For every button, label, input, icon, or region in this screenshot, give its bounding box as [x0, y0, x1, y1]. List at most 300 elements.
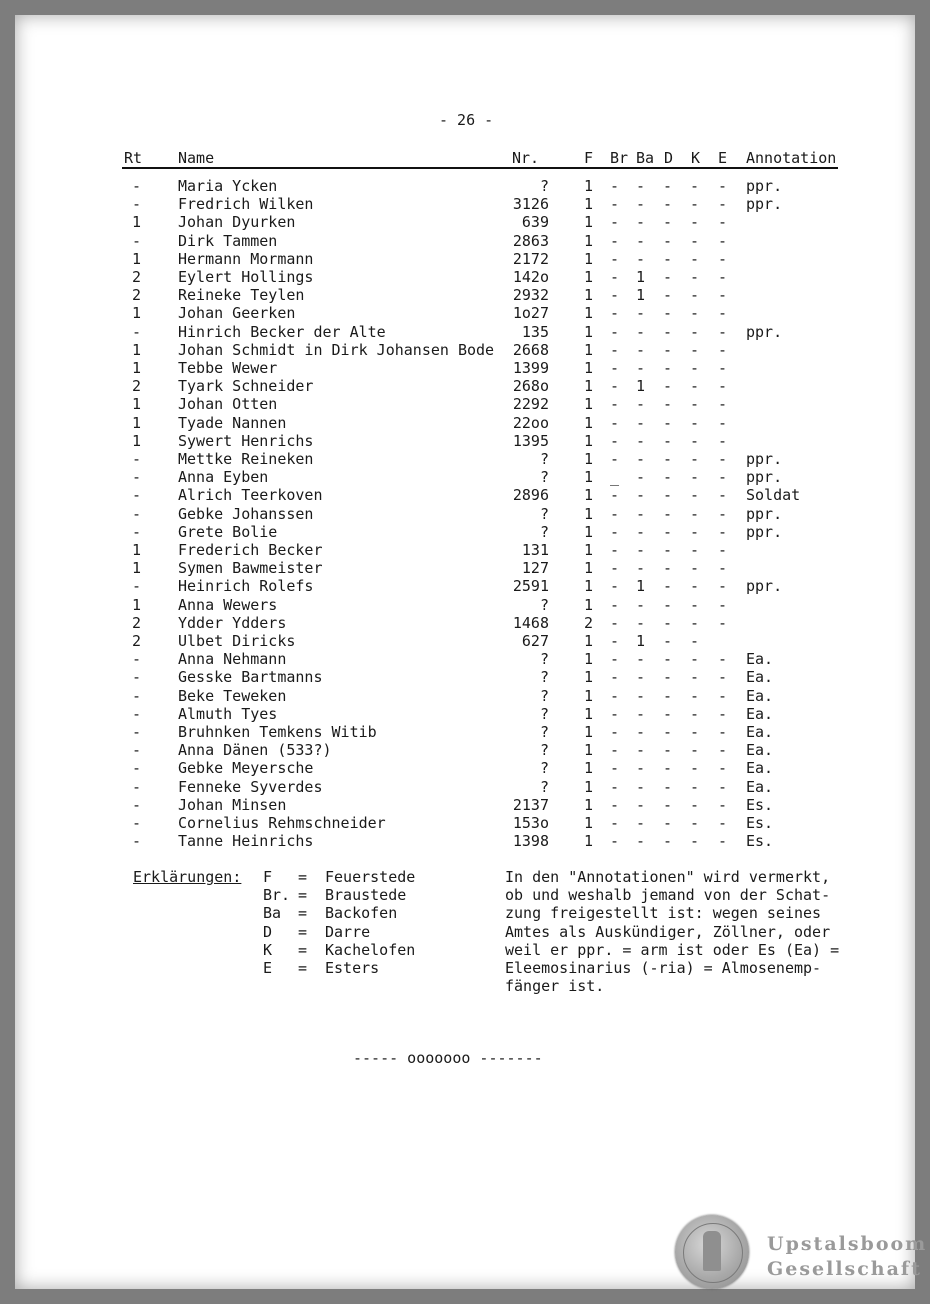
- cell-ann: ppr.: [746, 322, 783, 341]
- cell-nr: 131: [521, 541, 549, 559]
- cell-nr: ?: [539, 686, 549, 705]
- cell-ann: Ea.: [746, 759, 774, 778]
- cell-br: -: [610, 486, 620, 505]
- document-page: [15, 15, 928, 1289]
- cell-ba: -: [636, 541, 646, 559]
- cell-d: -: [663, 286, 673, 305]
- cell-name: Heinrich Rolefs: [178, 577, 314, 596]
- cell-e: -: [718, 268, 728, 286]
- cell-k: -: [690, 686, 700, 705]
- cell-d: -: [663, 177, 673, 195]
- cell-f: 1: [584, 741, 594, 760]
- cell-nr: 2896: [512, 486, 549, 505]
- legend-equals: =: [298, 886, 308, 905]
- table-row: [15, 796, 915, 814]
- cell-d: -: [663, 213, 673, 232]
- cell-rt: -: [132, 759, 142, 778]
- legend-code: E: [263, 959, 273, 977]
- cell-br: -: [610, 559, 620, 578]
- cell-br: -: [610, 268, 620, 286]
- cell-k: -: [690, 340, 700, 359]
- cell-nr: ?: [539, 504, 549, 523]
- end-mark: ----- ooooooo -------: [353, 1049, 543, 1067]
- cell-e: -: [718, 814, 728, 832]
- cell-name: Hermann Mormann: [178, 249, 314, 268]
- cell-br: -: [610, 686, 620, 705]
- cell-k: -: [690, 613, 700, 632]
- cell-f: 1: [584, 304, 594, 323]
- cell-ba: -: [636, 559, 646, 578]
- watermark-line-1: Upstalsboom: [767, 1233, 928, 1255]
- cell-k: -: [690, 759, 700, 778]
- table-row: [15, 778, 915, 796]
- table-row: [15, 395, 915, 413]
- cell-rt: -: [132, 486, 142, 505]
- cell-name: Anna Eyben: [178, 468, 269, 487]
- cell-e: -: [718, 177, 728, 195]
- cell-e: -: [718, 504, 728, 523]
- table-row: [15, 432, 915, 450]
- table-row: [15, 705, 915, 723]
- cell-ba: -: [636, 431, 646, 450]
- cell-f: 1: [584, 359, 594, 377]
- seal-figure: [703, 1231, 721, 1271]
- header-f: F: [584, 149, 594, 167]
- table-row: [15, 759, 915, 777]
- header-d: D: [664, 149, 674, 167]
- cell-br: -: [610, 413, 620, 432]
- cell-k: -: [690, 777, 700, 796]
- legend-text: Esters: [325, 959, 380, 977]
- cell-rt: 1: [132, 304, 142, 323]
- cell-name: Anna Nehmann: [178, 650, 287, 669]
- table-row: [15, 650, 915, 668]
- cell-k: -: [690, 795, 700, 814]
- cell-br: _: [610, 468, 620, 487]
- cell-rt: 1: [132, 340, 142, 359]
- table-row: [15, 359, 915, 377]
- cell-ba: -: [636, 395, 646, 414]
- cell-nr: ?: [539, 777, 549, 796]
- cell-k: -: [690, 359, 700, 377]
- cell-e: -: [718, 450, 728, 468]
- cell-ba: -: [636, 832, 646, 851]
- cell-e: -: [718, 577, 728, 596]
- cell-f: 1: [584, 577, 594, 596]
- cell-br: -: [610, 286, 620, 305]
- cell-k: -: [690, 450, 700, 468]
- cell-f: 1: [584, 231, 594, 250]
- legend-code: K: [263, 940, 273, 959]
- cell-nr: 1399: [512, 359, 549, 377]
- cell-name: Cornelius Rehmschneider: [178, 814, 386, 832]
- cell-name: Mettke Reineken: [178, 450, 314, 468]
- cell-ann: ppr.: [746, 522, 783, 541]
- page-number: - 26 -: [439, 111, 494, 129]
- cell-br: -: [610, 723, 620, 741]
- cell-d: -: [663, 322, 673, 341]
- table-row: [15, 577, 915, 595]
- cell-rt: -: [132, 195, 142, 214]
- cell-f: 1: [584, 340, 594, 359]
- legend-text: Backofen: [325, 904, 398, 923]
- cell-d: -: [663, 559, 673, 578]
- cell-f: 1: [584, 522, 594, 541]
- cell-ba: 1: [636, 286, 646, 305]
- legend-equals: =: [298, 959, 308, 977]
- cell-f: 1: [584, 704, 594, 723]
- cell-f: 1: [584, 377, 594, 396]
- legend-code: F: [263, 868, 273, 886]
- cell-e: -: [718, 723, 728, 741]
- cell-name: Eylert Hollings: [178, 268, 314, 286]
- cell-k: -: [690, 486, 700, 505]
- cell-nr: ?: [539, 450, 549, 468]
- cell-k: -: [690, 304, 700, 323]
- cell-k: -: [690, 814, 700, 832]
- cell-name: Gebke Meyersche: [178, 759, 314, 778]
- cell-e: -: [718, 595, 728, 614]
- cell-d: -: [663, 450, 673, 468]
- cell-br: -: [610, 832, 620, 851]
- cell-rt: 1: [132, 595, 142, 614]
- cell-rt: 2: [132, 613, 142, 632]
- legend-equals: =: [298, 868, 308, 886]
- cell-nr: ?: [539, 650, 549, 669]
- legend-equals: =: [298, 904, 308, 923]
- cell-e: -: [718, 741, 728, 760]
- cell-nr: 268o: [512, 377, 549, 396]
- cell-nr: 142o: [512, 268, 549, 286]
- cell-ba: -: [636, 468, 646, 487]
- table-row: [15, 304, 915, 322]
- cell-k: -: [690, 832, 700, 851]
- cell-d: -: [663, 377, 673, 396]
- cell-nr: 1468: [512, 613, 549, 632]
- cell-ann: ppr.: [746, 450, 783, 468]
- table-row: [15, 177, 915, 195]
- cell-d: -: [663, 413, 673, 432]
- cell-e: -: [718, 231, 728, 250]
- cell-br: -: [610, 595, 620, 614]
- legend-text: Kachelofen: [325, 940, 416, 959]
- table-row: [15, 414, 915, 432]
- cell-f: 1: [584, 268, 594, 286]
- cell-rt: -: [132, 231, 142, 250]
- table-row: [15, 268, 915, 286]
- cell-nr: ?: [539, 522, 549, 541]
- cell-d: -: [663, 504, 673, 523]
- table-row: [15, 341, 915, 359]
- cell-e: -: [718, 413, 728, 432]
- cell-rt: -: [132, 450, 142, 468]
- cell-rt: 1: [132, 559, 142, 578]
- cell-br: -: [610, 795, 620, 814]
- cell-f: 1: [584, 431, 594, 450]
- header-br: Br: [610, 149, 629, 167]
- cell-br: -: [610, 814, 620, 832]
- cell-br: -: [610, 613, 620, 632]
- table-row: [15, 687, 915, 705]
- cell-d: -: [663, 759, 673, 778]
- cell-nr: 2668: [512, 340, 549, 359]
- table-row: [15, 286, 915, 304]
- cell-ba: -: [636, 504, 646, 523]
- cell-nr: 1395: [512, 431, 549, 450]
- legend-code: Br.: [263, 886, 291, 905]
- cell-br: -: [610, 650, 620, 669]
- cell-ba: -: [636, 177, 646, 195]
- cell-d: -: [663, 195, 673, 214]
- cell-k: -: [690, 395, 700, 414]
- cell-e: -: [718, 686, 728, 705]
- cell-f: 2: [584, 613, 594, 632]
- cell-ann: Es.: [746, 814, 774, 832]
- cell-k: -: [690, 632, 700, 650]
- cell-k: -: [690, 668, 700, 687]
- cell-ba: -: [636, 304, 646, 323]
- cell-e: -: [718, 832, 728, 851]
- cell-nr: ?: [539, 759, 549, 778]
- cell-d: -: [663, 668, 673, 687]
- cell-ann: ppr.: [746, 195, 783, 214]
- cell-nr: 135: [521, 322, 549, 341]
- cell-rt: -: [132, 741, 142, 760]
- cell-br: -: [610, 504, 620, 523]
- cell-ba: -: [636, 795, 646, 814]
- cell-name: Alrich Teerkoven: [178, 486, 323, 505]
- cell-br: -: [610, 741, 620, 760]
- cell-ba: -: [636, 450, 646, 468]
- header-name: Name: [178, 149, 215, 167]
- cell-name: Maria Ycken: [178, 177, 278, 195]
- cell-ba: -: [636, 249, 646, 268]
- legend-code: Ba: [263, 904, 282, 923]
- legend-text: Darre: [325, 922, 371, 941]
- cell-e: -: [718, 359, 728, 377]
- cell-br: -: [610, 759, 620, 778]
- cell-k: -: [690, 431, 700, 450]
- cell-br: -: [610, 704, 620, 723]
- cell-rt: -: [132, 522, 142, 541]
- legend-equals: =: [298, 940, 308, 959]
- cell-br: -: [610, 450, 620, 468]
- cell-ba: -: [636, 231, 646, 250]
- cell-nr: 153o: [512, 814, 549, 832]
- header-e: E: [718, 149, 728, 167]
- cell-f: 1: [584, 759, 594, 778]
- cell-rt: 2: [132, 286, 142, 305]
- cell-nr: 2863: [512, 231, 549, 250]
- cell-ann: Ea.: [746, 723, 774, 741]
- cell-d: -: [663, 395, 673, 414]
- cell-k: -: [690, 723, 700, 741]
- cell-e: -: [718, 395, 728, 414]
- cell-e: -: [718, 377, 728, 396]
- cell-d: -: [663, 340, 673, 359]
- table-row: [15, 596, 915, 614]
- table-row: [15, 323, 915, 341]
- cell-rt: -: [132, 795, 142, 814]
- cell-rt: 2: [132, 632, 142, 650]
- cell-rt: -: [132, 686, 142, 705]
- cell-k: -: [690, 177, 700, 195]
- cell-nr: 22oo: [512, 413, 549, 432]
- cell-rt: 1: [132, 213, 142, 232]
- cell-ann: Ea.: [746, 650, 774, 669]
- table-row: [15, 632, 915, 650]
- cell-rt: -: [132, 723, 142, 741]
- table-row: [15, 450, 915, 468]
- cell-f: 1: [584, 486, 594, 505]
- cell-d: -: [663, 431, 673, 450]
- cell-ann: Ea.: [746, 686, 774, 705]
- cell-e: -: [718, 613, 728, 632]
- cell-f: 1: [584, 468, 594, 487]
- cell-k: -: [690, 413, 700, 432]
- cell-k: -: [690, 541, 700, 559]
- cell-d: -: [663, 541, 673, 559]
- cell-f: 1: [584, 668, 594, 687]
- cell-nr: ?: [539, 468, 549, 487]
- cell-d: -: [663, 231, 673, 250]
- cell-ba: -: [636, 413, 646, 432]
- cell-ann: Soldat: [746, 486, 801, 505]
- cell-br: -: [610, 395, 620, 414]
- cell-k: -: [690, 504, 700, 523]
- cell-name: Hinrich Becker der Alte: [178, 322, 386, 341]
- cell-d: -: [663, 359, 673, 377]
- cell-ba: 1: [636, 577, 646, 596]
- cell-e: -: [718, 704, 728, 723]
- cell-d: -: [663, 249, 673, 268]
- cell-ba: -: [636, 723, 646, 741]
- cell-name: Sywert Henrichs: [178, 431, 314, 450]
- cell-ann: Es.: [746, 795, 774, 814]
- cell-d: -: [663, 613, 673, 632]
- cell-d: -: [663, 632, 673, 650]
- cell-e: -: [718, 650, 728, 669]
- cell-name: Johan Dyurken: [178, 213, 296, 232]
- cell-e: -: [718, 195, 728, 214]
- cell-f: 1: [584, 286, 594, 305]
- cell-f: 1: [584, 632, 594, 650]
- cell-e: -: [718, 468, 728, 487]
- cell-nr: ?: [539, 704, 549, 723]
- cell-nr: 2137: [512, 795, 549, 814]
- cell-name: Johan Otten: [178, 395, 278, 414]
- cell-d: -: [663, 468, 673, 487]
- table-row: [15, 468, 915, 486]
- cell-f: 1: [584, 322, 594, 341]
- cell-rt: 2: [132, 268, 142, 286]
- cell-rt: 1: [132, 395, 142, 414]
- cell-f: 1: [584, 595, 594, 614]
- cell-rt: -: [132, 814, 142, 832]
- legend-title: Erklärungen:: [133, 868, 242, 886]
- cell-name: Gesske Bartmanns: [178, 668, 323, 687]
- cell-name: Johan Minsen: [178, 795, 287, 814]
- table-row: [15, 723, 915, 741]
- cell-nr: 2172: [512, 249, 549, 268]
- cell-d: -: [663, 686, 673, 705]
- cell-d: -: [663, 650, 673, 669]
- cell-ba: 1: [636, 632, 646, 650]
- cell-k: -: [690, 322, 700, 341]
- cell-d: -: [663, 777, 673, 796]
- cell-rt: -: [132, 832, 142, 851]
- header-ba: Ba: [636, 149, 655, 167]
- cell-k: -: [690, 213, 700, 232]
- cell-nr: ?: [539, 668, 549, 687]
- cell-br: -: [610, 668, 620, 687]
- cell-f: 1: [584, 686, 594, 705]
- cell-name: Anna Dänen (533?): [178, 741, 332, 760]
- cell-ba: -: [636, 777, 646, 796]
- cell-br: -: [610, 304, 620, 323]
- table-row: [15, 814, 915, 832]
- cell-rt: 1: [132, 431, 142, 450]
- cell-f: 1: [584, 559, 594, 578]
- cell-rt: 1: [132, 249, 142, 268]
- header-rule: [122, 167, 838, 169]
- cell-ba: -: [636, 359, 646, 377]
- table-row: [15, 232, 915, 250]
- cell-name: Frederich Becker: [178, 541, 323, 559]
- cell-ba: -: [636, 322, 646, 341]
- cell-nr: ?: [539, 723, 549, 741]
- table-row: [15, 668, 915, 686]
- cell-rt: -: [132, 704, 142, 723]
- cell-rt: 1: [132, 359, 142, 377]
- cell-f: 1: [584, 650, 594, 669]
- table-row: [15, 559, 915, 577]
- cell-f: 1: [584, 777, 594, 796]
- cell-ba: -: [636, 759, 646, 778]
- cell-ba: -: [636, 650, 646, 669]
- cell-f: 1: [584, 249, 594, 268]
- seal-logo-icon: [675, 1215, 749, 1289]
- header-annotation: Annotation: [746, 149, 837, 167]
- cell-name: Tyark Schneider: [178, 377, 314, 396]
- cell-e: -: [718, 522, 728, 541]
- cell-d: -: [663, 268, 673, 286]
- cell-ba: -: [636, 741, 646, 760]
- cell-k: -: [690, 468, 700, 487]
- cell-nr: 1398: [512, 832, 549, 851]
- cell-f: 1: [584, 541, 594, 559]
- cell-br: -: [610, 522, 620, 541]
- header-k: K: [691, 149, 701, 167]
- cell-br: -: [610, 231, 620, 250]
- cell-e: -: [718, 759, 728, 778]
- cell-ann: ppr.: [746, 177, 783, 195]
- cell-f: 1: [584, 795, 594, 814]
- cell-k: -: [690, 286, 700, 305]
- cell-ba: -: [636, 668, 646, 687]
- cell-ba: -: [636, 814, 646, 832]
- table-row: [15, 195, 915, 213]
- cell-f: 1: [584, 504, 594, 523]
- cell-e: -: [718, 304, 728, 323]
- cell-k: -: [690, 704, 700, 723]
- cell-br: -: [610, 431, 620, 450]
- cell-f: 1: [584, 213, 594, 232]
- cell-f: 1: [584, 177, 594, 195]
- cell-name: Dirk Tammen: [178, 231, 278, 250]
- cell-br: -: [610, 577, 620, 596]
- cell-rt: 2: [132, 377, 142, 396]
